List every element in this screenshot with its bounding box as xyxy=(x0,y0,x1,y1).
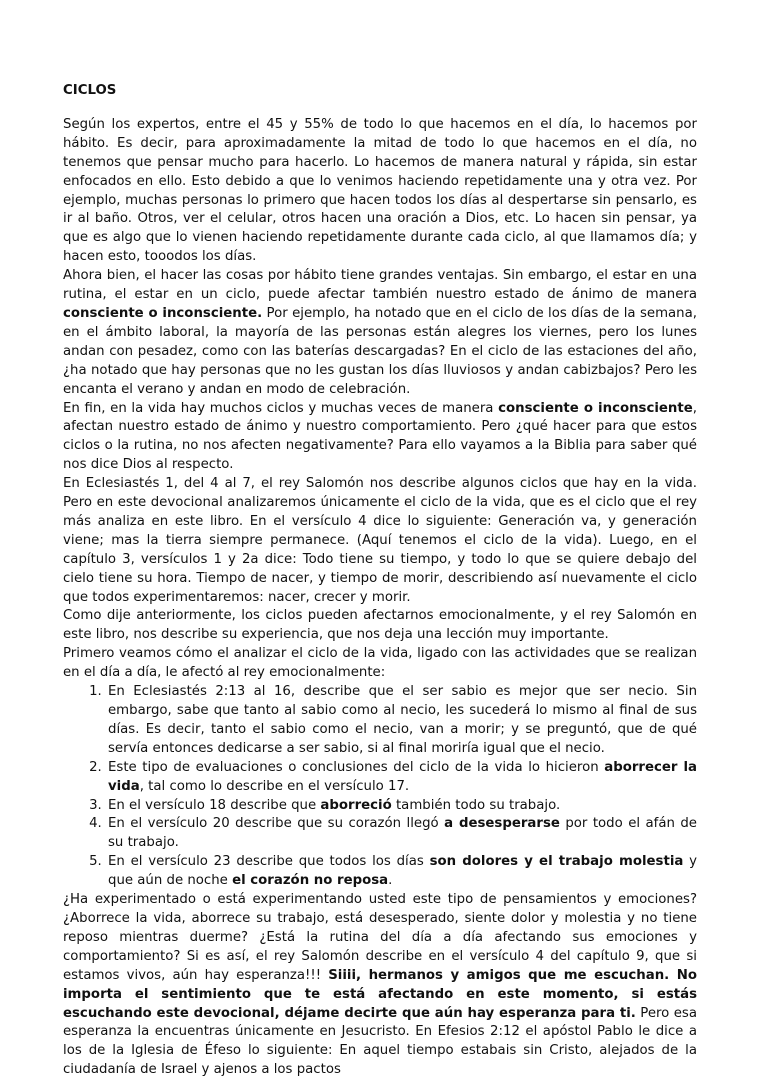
text-run: En fin, en la vida hay muchos ciclos y muchas veces de manera xyxy=(63,400,499,416)
bold-text: a desesperarse xyxy=(444,816,560,832)
text-run: por todo el afán de su trabajo. xyxy=(108,816,697,851)
list-item xyxy=(106,853,697,891)
paragraph-habits: Según los expertos, entre el 45 y 55% de todo lo que hacemos en el día, lo hacemos por hábito. Es decir, para aproximadamente la mitad de todo lo que hacemos en el día, no tenemos que pensar mucho para hacerlo. Lo hacemos de manera natural y rápida, sin estar enfocados en ello. Esto debido a que lo venimos haciendo repetidamente una y otra vez. Por ejemplo, muchas personas lo primero que hacen todos los días al despertarse sin pensarlo, es ir al baño. Otros, ver el celular, otros hacen una oración a Dios, etc. Lo hacen sin pensar, ya que es algo que lo vienen haciendo repetidamente durante cada ciclo, al que llamamos día; y hacen esto, tooodos los días. xyxy=(63,116,697,265)
text-run: también todo su trabajo. xyxy=(391,797,561,813)
numbered-list xyxy=(63,683,697,891)
text-run: En el versículo 23 describe que todos los días xyxy=(108,854,430,870)
bold-text: el corazón no reposa xyxy=(232,873,389,889)
paragraph-ecclesiastes: En Eclesiastés 1, del 4 al 7, el rey Salomón nos describe algunos ciclos que hay en la vida. Pero en este devocional analizaremos únicamente el ciclo de la vida, que es el ciclo que el rey más analiza en este libro. En el versículo 4 dice lo siguiente: Generación va, y generación viene; mas la tierra siempre permanece. (Aquí tenemos el ciclo de la vida). Luego, en el capítulo 3, versículos 1 y 2a dice: Todo tiene su tiempo, y todo lo que se quiere debajo del cielo tiene su hora. Tiempo de nacer, y tiempo de morir, describiendo así nuevamente el ciclo que todos experimentaremos: nacer, crecer y morir. xyxy=(63,476,697,605)
list-item xyxy=(106,797,697,816)
bold-text: Siiii, hermanos y amigos que me escuchan. No importa el sentimiento que te está afectando en este momento, si estás escuchando este devocional, déjame decirte que aún hay esperanza para ti. xyxy=(63,967,698,1021)
paragraph-hope xyxy=(63,891,697,1080)
bold-text: consciente o inconsciente xyxy=(498,400,693,416)
text-run: Ahora bien, el hacer las cosas por hábito tiene grandes ventajas. Sin embargo, el estar en una rutina, el estar en un ciclo, puede afectar también nuestro estado de ánimo de manera xyxy=(63,268,697,303)
bold-text: son dolores y el trabajo molestia xyxy=(429,854,684,870)
paragraph-intro-list: Primero veamos cómo el analizar el ciclo de la vida, ligado con las actividades que se realizan en el día a día, le afectó al rey emocionalmente: xyxy=(63,646,697,681)
list-item xyxy=(106,759,697,797)
paragraph-routine xyxy=(63,267,697,399)
document-title: CICLOS xyxy=(63,83,117,98)
list-item: 1. En Eclesiastés 2:13 al 16, describe que el ser sabio es mejor que ser necio. Sin embargo, sabe que tanto al sabio como al necio, les sucederá lo mismo al final de sus días. Es decir, tanto el sabio como el necio, van a morir; y se preguntó, que de qué servía entonces dedicarse a ser sabio, si al final moriría igual que el necio. xyxy=(106,683,697,759)
list-item xyxy=(106,815,697,853)
bold-text: aborreció xyxy=(320,797,392,813)
text-run: En el versículo 18 describe que xyxy=(108,797,321,813)
text-run: y que aún de noche xyxy=(108,854,697,889)
paragraph-emotions: Como dije anteriormente, los ciclos pueden afectarnos emocionalmente, y el rey Salomón en este libro, nos describe su experiencia, que nos deja una lección muy importante. xyxy=(63,608,697,643)
text-run: Este tipo de evaluaciones o conclusiones del ciclo de la vida lo hicieron xyxy=(108,759,605,775)
text-run: , afectan nuestro estado de ánimo y nuestro comportamiento. Pero ¿qué hacer para que estos ciclos o la rutina, no nos afecten negativamente? Para ello vayamos a la Biblia para saber qué nos dice Dios al respecto. xyxy=(63,400,698,473)
text-run: . xyxy=(388,873,393,889)
text-run: , tal como lo describe en el versículo 17. xyxy=(139,778,410,794)
text-run: Por ejemplo, ha notado que en el ciclo de los días de la semana, en el ámbito laboral, la mayoría de las personas están alegres los viernes, pero los lunes andan con pesadez, como con las baterías descargadas? En el ciclo de las estaciones del año, ¿ha notado que hay personas que no les gustan los días lluviosos y andan cabizbajos? Pero les encanta el verano y andan en modo de celebración. xyxy=(63,305,697,397)
bold-text: aborrecer la vida xyxy=(108,759,697,794)
document-page xyxy=(63,82,697,1080)
text-run: ¿Ha experimentado o está experimentando usted este tipo de pensamientos y emociones? ¿Aborrece la vida, aborrece su trabajo, está desesperado, siente dolor y molestia y no tiene reposo mientras duerme? ¿Está la rutina del día a día afectando sus emociones y comportamiento? Si es así, el rey Salomón describe en el versículo 4 del capítulo 9, que si estamos vivos, aún hay esperanza!!! xyxy=(63,892,697,983)
paragraph-cycles xyxy=(63,400,697,476)
bold-text: consciente o inconsciente. xyxy=(63,305,263,321)
text-run: Pero esa esperanza la encuentras únicamente en Jesucristo. En Efesios 2:12 el apóstol Pablo le dice a los de la Iglesia de Éfeso lo siguiente: En aquel tiempo estabais sin Cristo, alejados de la ciudadanía de Israel y ajenos a los pactos xyxy=(63,1005,697,1078)
text-run: En el versículo 20 describe que su corazón llegó xyxy=(108,816,445,832)
